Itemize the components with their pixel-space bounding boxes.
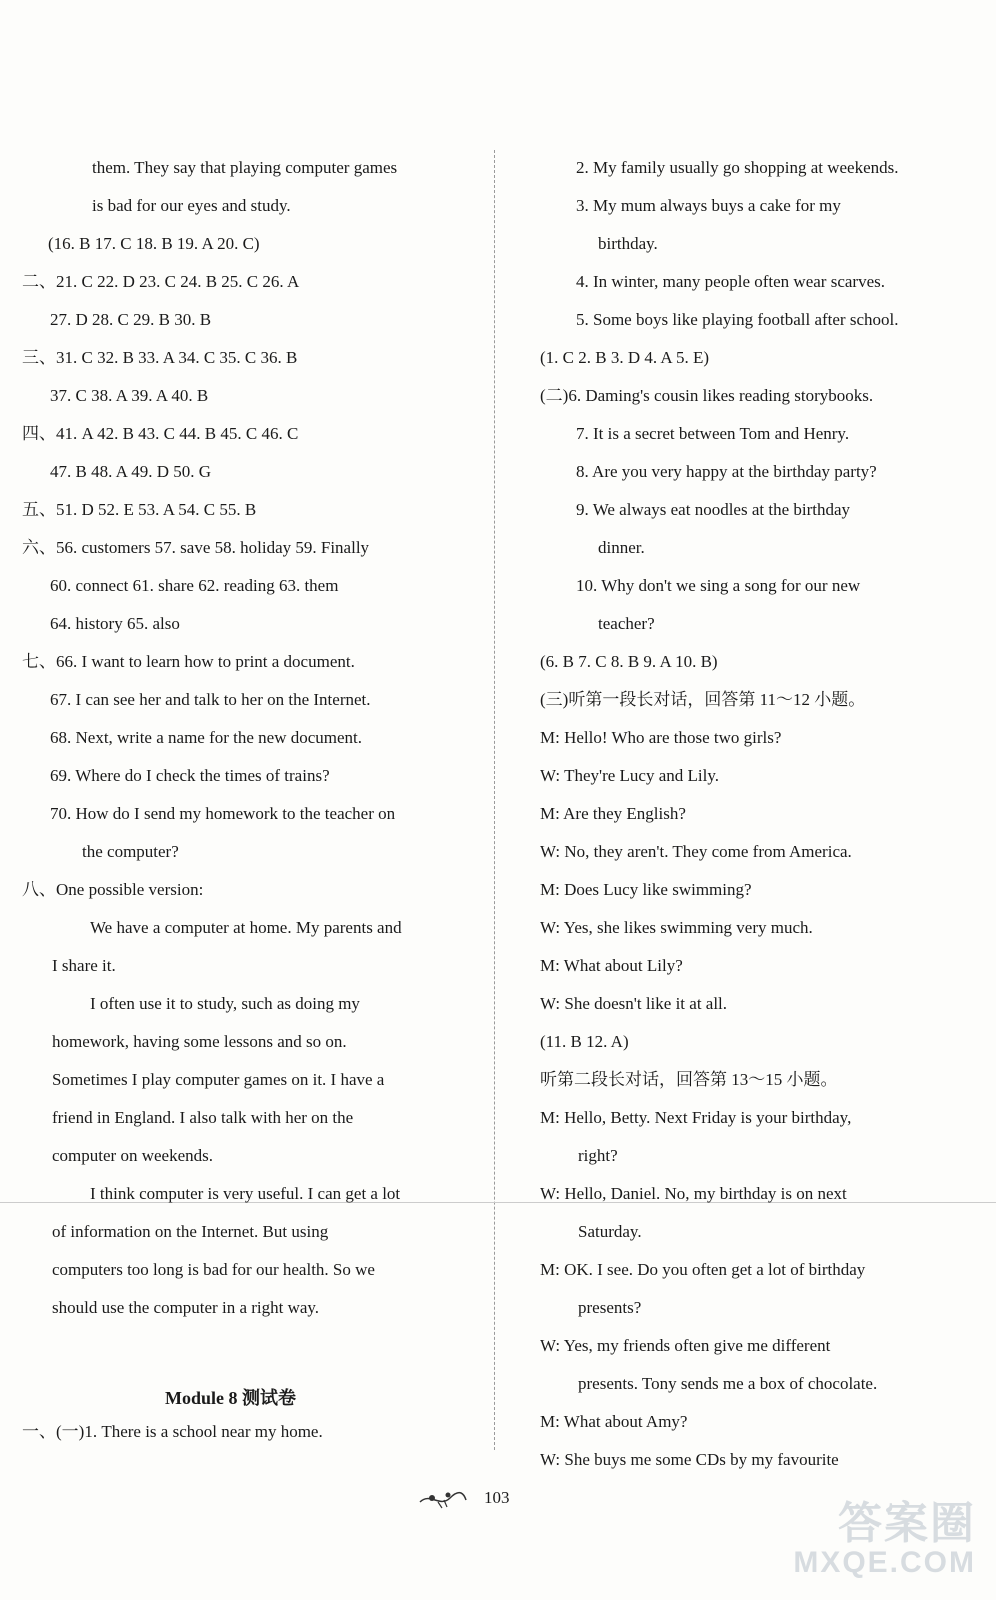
- text-line: right?: [578, 1146, 618, 1165]
- text-line: computer on weekends.: [52, 1146, 213, 1165]
- text-line: 六、56. customers 57. save 58. holiday 59. Finally: [22, 538, 370, 557]
- text-line: presents. Tony sends me a box of chocolate.: [578, 1374, 878, 1393]
- text-line: friend in England. I also talk with her on the: [52, 1108, 354, 1127]
- text-line: 37. C 38. A 39. A 40. B: [50, 386, 209, 405]
- text-line: W: Yes, my friends often give me different: [540, 1336, 831, 1355]
- text-line: homework, having some lessons and so on.: [52, 1032, 347, 1051]
- flower-decoration-icon: [418, 1486, 468, 1510]
- text-line: 4. In winter, many people often wear scarves.: [576, 272, 885, 291]
- text-line: I often use it to study, such as doing my: [90, 994, 360, 1013]
- text-line: 68. Next, write a name for the new document.: [50, 728, 363, 747]
- watermark-logo-text: 答案圈: [838, 1499, 976, 1548]
- text-line: (11. B 12. A): [540, 1032, 629, 1051]
- text-line: 听第二段长对话，回答第 13～15 小题。: [540, 1070, 838, 1089]
- column-divider: [494, 150, 495, 1450]
- text-line: 一、(一)1. There is a school near my home.: [22, 1422, 323, 1441]
- text-line: presents?: [578, 1298, 642, 1317]
- page-number: 103: [484, 1488, 510, 1507]
- text-line: W: She doesn't like it at all.: [540, 994, 728, 1013]
- text-line: birthday.: [598, 234, 658, 253]
- text-line: 三、31. C 32. B 33. A 34. C 35. C 36. B: [22, 348, 298, 367]
- text-line: (1. C 2. B 3. D 4. A 5. E): [540, 348, 710, 367]
- text-line: 八、One possible version:: [22, 880, 204, 899]
- text-line: M: What about Lily?: [540, 956, 683, 975]
- text-line: teacher?: [598, 614, 655, 633]
- text-line: 47. B 48. A 49. D 50. G: [50, 462, 212, 481]
- text-line: 二、21. C 22. D 23. C 24. B 25. C 26. A: [22, 272, 300, 291]
- text-line: 9. We always eat noodles at the birthday: [576, 500, 851, 519]
- text-line: W: Hello, Daniel. No, my birthday is on next: [540, 1184, 847, 1203]
- text-line: (三)听第一段长对话，回答第 11～12 小题。: [540, 690, 866, 709]
- text-line: W: Yes, she likes swimming very much.: [540, 918, 813, 937]
- text-line: 五、51. D 52. E 53. A 54. C 55. B: [22, 500, 257, 519]
- text-line: 27. D 28. C 29. B 30. B: [50, 310, 212, 329]
- text-line: 四、41. A 42. B 43. C 44. B 45. C 46. C: [22, 424, 299, 443]
- text-line: 7. It is a secret between Tom and Henry.: [576, 424, 850, 443]
- text-line: 10. Why don't we sing a song for our new: [576, 576, 861, 595]
- text-line: We have a computer at home. My parents and: [90, 918, 402, 937]
- module-title: Module 8 测试卷: [165, 1388, 297, 1408]
- text-line: 2. My family usually go shopping at weekends.: [576, 158, 899, 177]
- text-line: 3. My mum always buys a cake for my: [576, 196, 841, 215]
- text-line: 5. Some boys like playing football after school.: [576, 310, 899, 329]
- text-line: computers too long is bad for our health. So we: [52, 1260, 375, 1279]
- text-line: is bad for our eyes and study.: [92, 196, 291, 215]
- text-line: the computer?: [82, 842, 179, 861]
- text-line: 64. history 65. also: [50, 614, 180, 633]
- text-line: (16. B 17. C 18. B 19. A 20. C): [48, 234, 260, 253]
- text-line: W: She buys me some CDs by my favourite: [540, 1450, 839, 1469]
- text-line: of information on the Internet. But using: [52, 1222, 329, 1241]
- text-line: them. They say that playing computer games: [92, 158, 398, 177]
- text-line: I think computer is very useful. I can get a lot: [90, 1184, 401, 1203]
- text-line: 60. connect 61. share 62. reading 63. them: [50, 576, 339, 595]
- text-line: W: No, they aren't. They come from America.: [540, 842, 852, 861]
- text-line: M: What about Amy?: [540, 1412, 688, 1431]
- text-line: Saturday.: [578, 1222, 642, 1241]
- text-line: Sometimes I play computer games on it. I have a: [52, 1070, 385, 1089]
- text-line: W: They're Lucy and Lily.: [540, 766, 719, 785]
- site-watermark: [793, 1499, 976, 1580]
- text-line: M: Hello, Betty. Next Friday is your birthday,: [540, 1108, 852, 1127]
- text-line: M: Are they English?: [540, 804, 686, 823]
- text-line: 69. Where do I check the times of trains?: [50, 766, 330, 785]
- text-line: 8. Are you very happy at the birthday party?: [576, 462, 877, 481]
- text-line: M: Hello! Who are those two girls?: [540, 728, 782, 747]
- text-line: 七、66. I want to learn how to print a document.: [22, 652, 355, 671]
- text-line: M: OK. I see. Do you often get a lot of birthday: [540, 1260, 866, 1279]
- text-line: (二)6. Daming's cousin likes reading storybooks.: [540, 386, 874, 405]
- text-line: 70. How do I send my homework to the teacher on: [50, 804, 396, 823]
- watermark-url: MXQE.COM: [793, 1546, 976, 1579]
- text-line: (6. B 7. C 8. B 9. A 10. B): [540, 652, 718, 671]
- text-line: should use the computer in a right way.: [52, 1298, 320, 1317]
- text-line: M: Does Lucy like swimming?: [540, 880, 752, 899]
- text-line: 67. I can see her and talk to her on the Internet.: [50, 690, 371, 709]
- text-line: dinner.: [598, 538, 645, 557]
- text-line: I share it.: [52, 956, 116, 975]
